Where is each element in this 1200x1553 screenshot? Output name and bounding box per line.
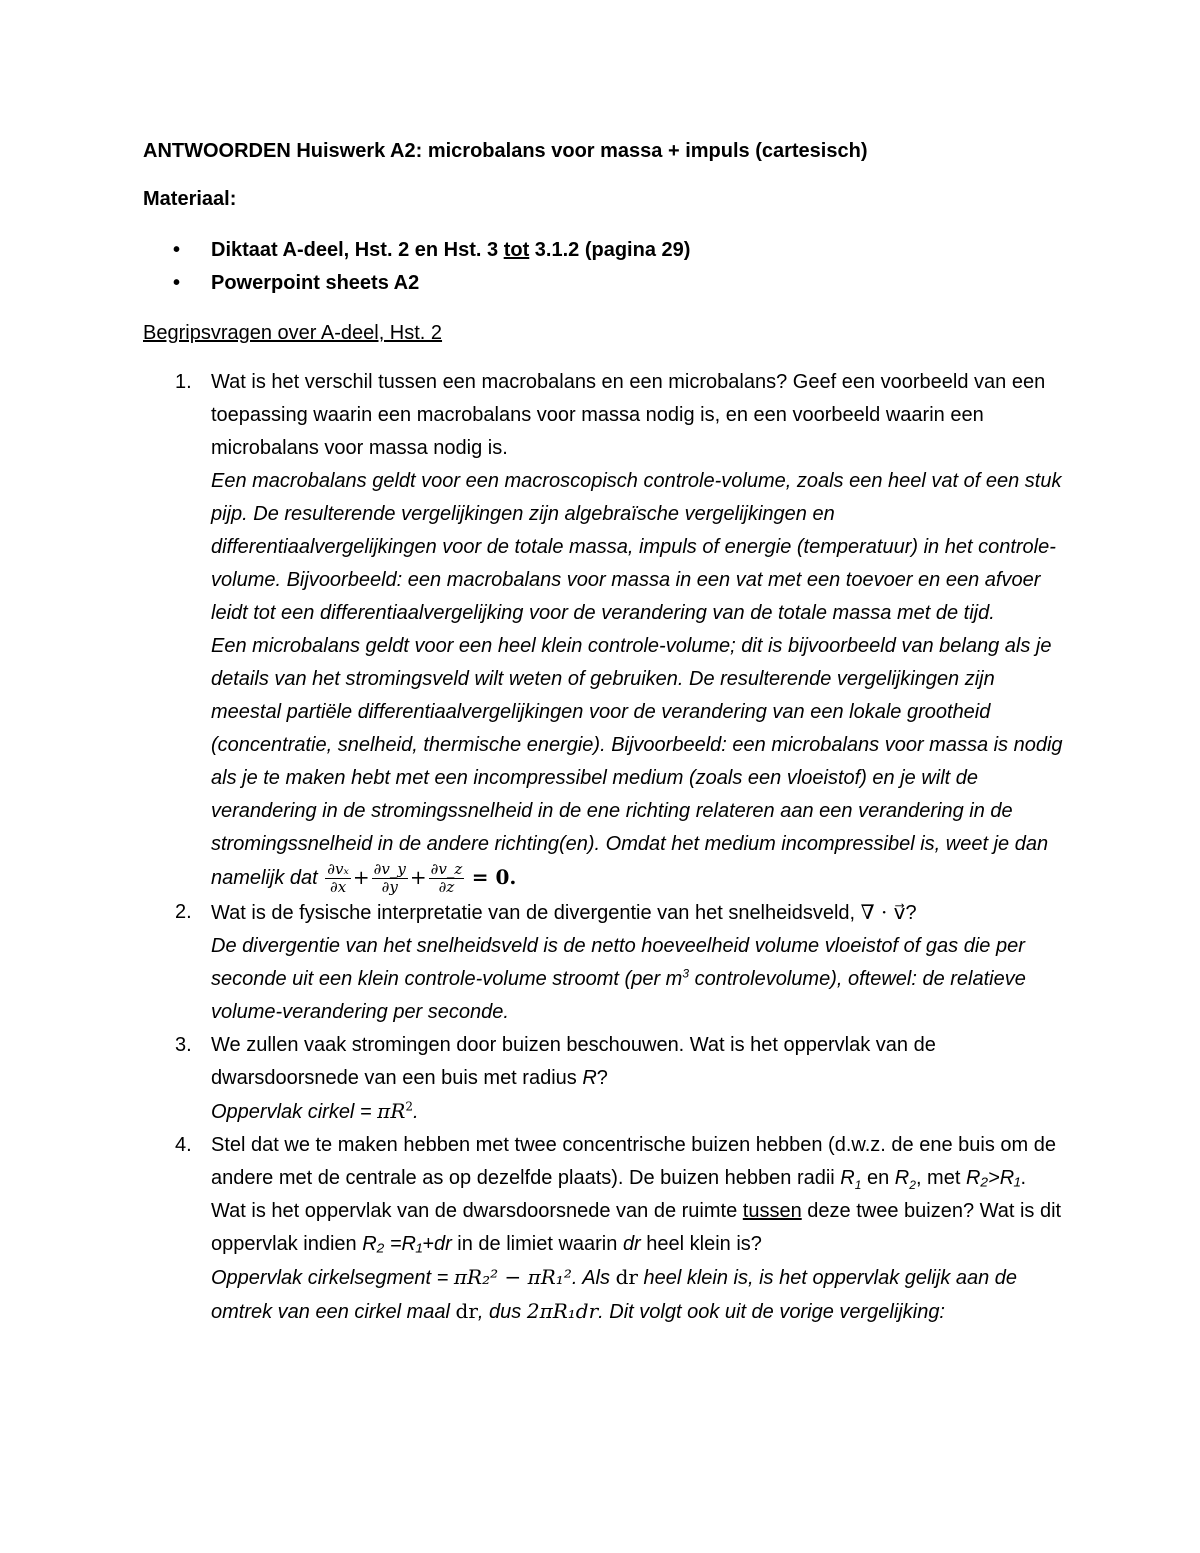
fraction: $\frac{\partial v\_y}{\partial y}$: [373, 860, 406, 897]
answer-text: Een microbalans geldt voor een heel klein controle-volume; dit is bijvoorbeeld van belang als je details van het stromingsveld wilt weten of gebruiken. De resulterende vergelijkingen zijn meestal partiële differentiaalvergelijkingen voor de verandering van een lokale grootheid (concentratie, snelheid, thermische energie). Bijvoorbeeld: een microbalans voor massa is nodig als je te maken hebt met een incompressibel medium (zoals een vloeistof) en je wilt de verandering in de stromingssnelheid in de ene richting relateren aan een verandering in de stromingssnelheid in de andere richting(en). Omdat het medium incompressibel is, weet je dan namelijk dat $\frac{\text{∂vₓ}}{\partial x}$ + $\frac{\partial v\_y}{\partial y}$ + $\frac{\partial v\_z}{\partial z}$ = 0.: [211, 635, 1063, 897]
question-3: [143, 1029, 1063, 1129]
answer-text: Oppervlak cirkel = $\pi R^2$.: [211, 1099, 419, 1124]
question-text: We zullen vaak stromingen door buizen beschouwen. Wat is het oppervlak van de dwarsdoorsnede van een buis met radius R?: [211, 1034, 936, 1090]
question-text: Wat is het verschil tussen een macrobalans en een microbalans? Geef een voorbeeld van een toepassing waarin een macrobalans voor massa nodig is, en een voorbeeld waarin een microbalans voor massa nodig is.: [211, 371, 1046, 459]
question-1: [143, 366, 1063, 896]
answer-text: De divergentie van het snelheidsveld is de netto hoeveelheid volume vloeistof of gas die per seconde uit een klein controle-volume stroomt (per $m^3$ controlevolume), oftewel: de relatieve volume-verandering per seconde.: [211, 935, 1026, 1024]
materiaal-item: [143, 267, 1063, 300]
question-number: 1.: [175, 371, 192, 393]
question-number: 2.: [175, 901, 192, 924]
answer-text: Een macrobalans geldt voor een macroscopisch controle-volume, zoals een heel vat of een stuk pijp. De resulterende vergelijkingen zijn algebraïsche vergelijkingen en differentiaalvergelijkingen voor de totale massa, impuls of energie (temperatuur) in het controle-volume. Bijvoorbeeld: een macrobalans voor massa in een vat met een toevoer en een afvoer leidt tot een differentiaalvergelijking voor de verandering van de totale massa met de tijd.: [211, 470, 1062, 624]
bullet-icon: •: [173, 239, 181, 261]
question-number: 3.: [175, 1034, 192, 1057]
page-title: ANTWOORDEN Huiswerk A2: microbalans voor massa + impuls (cartesisch): [143, 140, 868, 162]
question-4: [143, 1129, 1063, 1329]
question-number: 4.: [175, 1134, 192, 1157]
bullet-icon: •: [173, 272, 181, 294]
materiaal-item-text: Powerpoint sheets A2: [211, 272, 420, 294]
materiaal-item: [143, 234, 1063, 267]
fraction: $\frac{\text{∂vₓ}}{\partial x}$: [327, 860, 349, 897]
materiaal-label: Materiaal:: [143, 188, 237, 210]
question-2: [143, 896, 1063, 1029]
fraction: $\frac{\partial v\_z}{\partial z}$: [430, 860, 463, 897]
question-text: Stel dat we te maken hebben met twee concentrische buizen hebben (d.w.z. de ene buis om de andere met de centrale as op dezelfde plaats). De buizen hebben radii $R_1$ en $R_2$, met R₂>R₁. Wat is het oppervlak van de dwarsdoorsnede van de ruimte tussen deze twee buizen? Wat is dit oppervlak indien R₂ =R₁+dr in de limiet waarin dr heel klein is?: [211, 1134, 1062, 1256]
question-text: Wat is de fysische interpretatie van de divergentie van het snelheidsveld, ∇ · v⃗?: [211, 900, 917, 925]
document-content: [143, 138, 1063, 1329]
answer-text: Oppervlak cirkelsegment = πR₂² − πR₁². Als dr heel klein is, is het oppervlak gelijk aan de omtrek van een cirkel maal dr, dus 2πR₁dr. Dit volgt ook uit de vorige vergelijking:: [211, 1265, 1018, 1324]
equation-rhs: = 0.: [471, 865, 517, 889]
section-heading: Begripsvragen over A-deel, Hst. 2: [143, 322, 443, 344]
materiaal-item-text: Diktaat A-deel, Hst. 2 en Hst. 3 tot 3.1.2 (pagina 29): [211, 239, 691, 261]
divergence-symbol: ∇ · v⃗: [860, 900, 906, 925]
